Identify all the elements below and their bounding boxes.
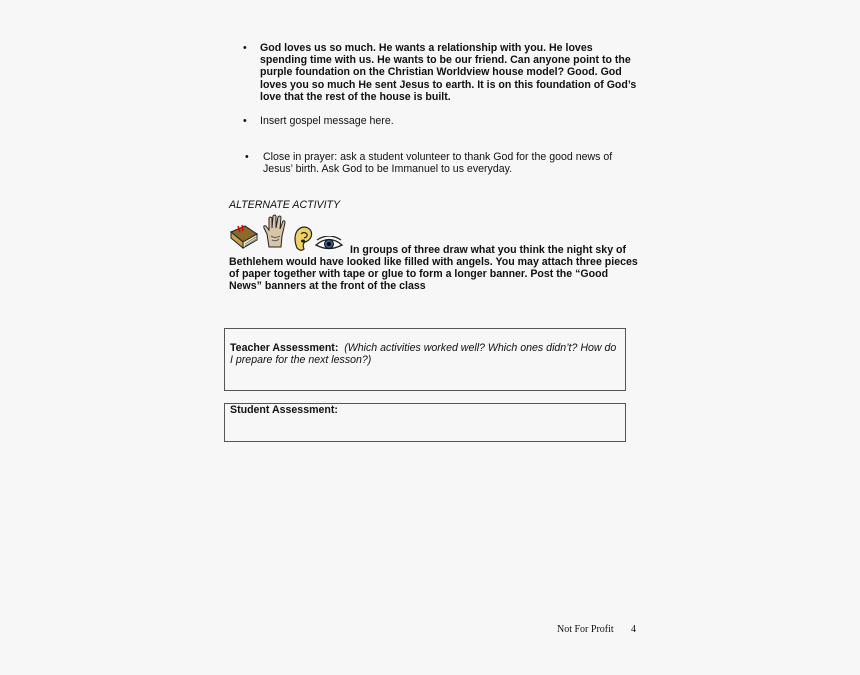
bullet-text: Insert gospel message here. <box>260 115 394 127</box>
teacher-assessment-box <box>224 328 626 391</box>
page-footer <box>557 624 647 632</box>
ear-icon <box>291 224 315 252</box>
book-icon <box>229 224 259 252</box>
bullet-marker: • <box>243 42 247 54</box>
bullet-marker: • <box>245 151 249 163</box>
bullet-text: Close in prayer: ask a student volunteer to thank God for the good news of Jesus’ birth. Ask God to be Immanuel to us everyday. <box>263 151 613 176</box>
teacher-assessment-label: Teacher Assessment: <box>230 342 339 354</box>
sense-icons <box>229 214 639 256</box>
alternate-activity-heading: ALTERNATE ACTIVITY <box>229 199 341 211</box>
teacher-assessment-prompt: (Which activities worked well? Which ones didn’t? How do I prepare for the next lesson?) <box>230 342 617 367</box>
activity-first-line: In groups of three draw what you think the night sky of <box>350 244 627 256</box>
student-assessment-label: Student Assessment: <box>230 404 338 416</box>
activity-text: Bethlehem would have looked like filled with angels. You may attach three pieces of paper together with tape or glue to form a longer banner. Post the “Good News” banners at the front of the class <box>229 256 638 293</box>
eye-icon <box>315 236 343 252</box>
page-number: 4 <box>631 624 636 632</box>
bullet-marker: • <box>243 115 247 127</box>
hand-icon <box>262 214 288 248</box>
bullet-text: God loves us so much. He wants a relationship with you. He loves spending time with us. He wants to be our friend. Can anyone point to the purple foundation on the Christian Worldview house model? Good. God loves you so much He sent Jesus to earth. It is on this foundation of God’s love that the rest of the house is built. <box>260 42 637 103</box>
footer-label: Not For Profit <box>557 624 614 632</box>
alternate-activity-instructions <box>229 214 639 293</box>
student-assessment-box <box>224 403 626 442</box>
